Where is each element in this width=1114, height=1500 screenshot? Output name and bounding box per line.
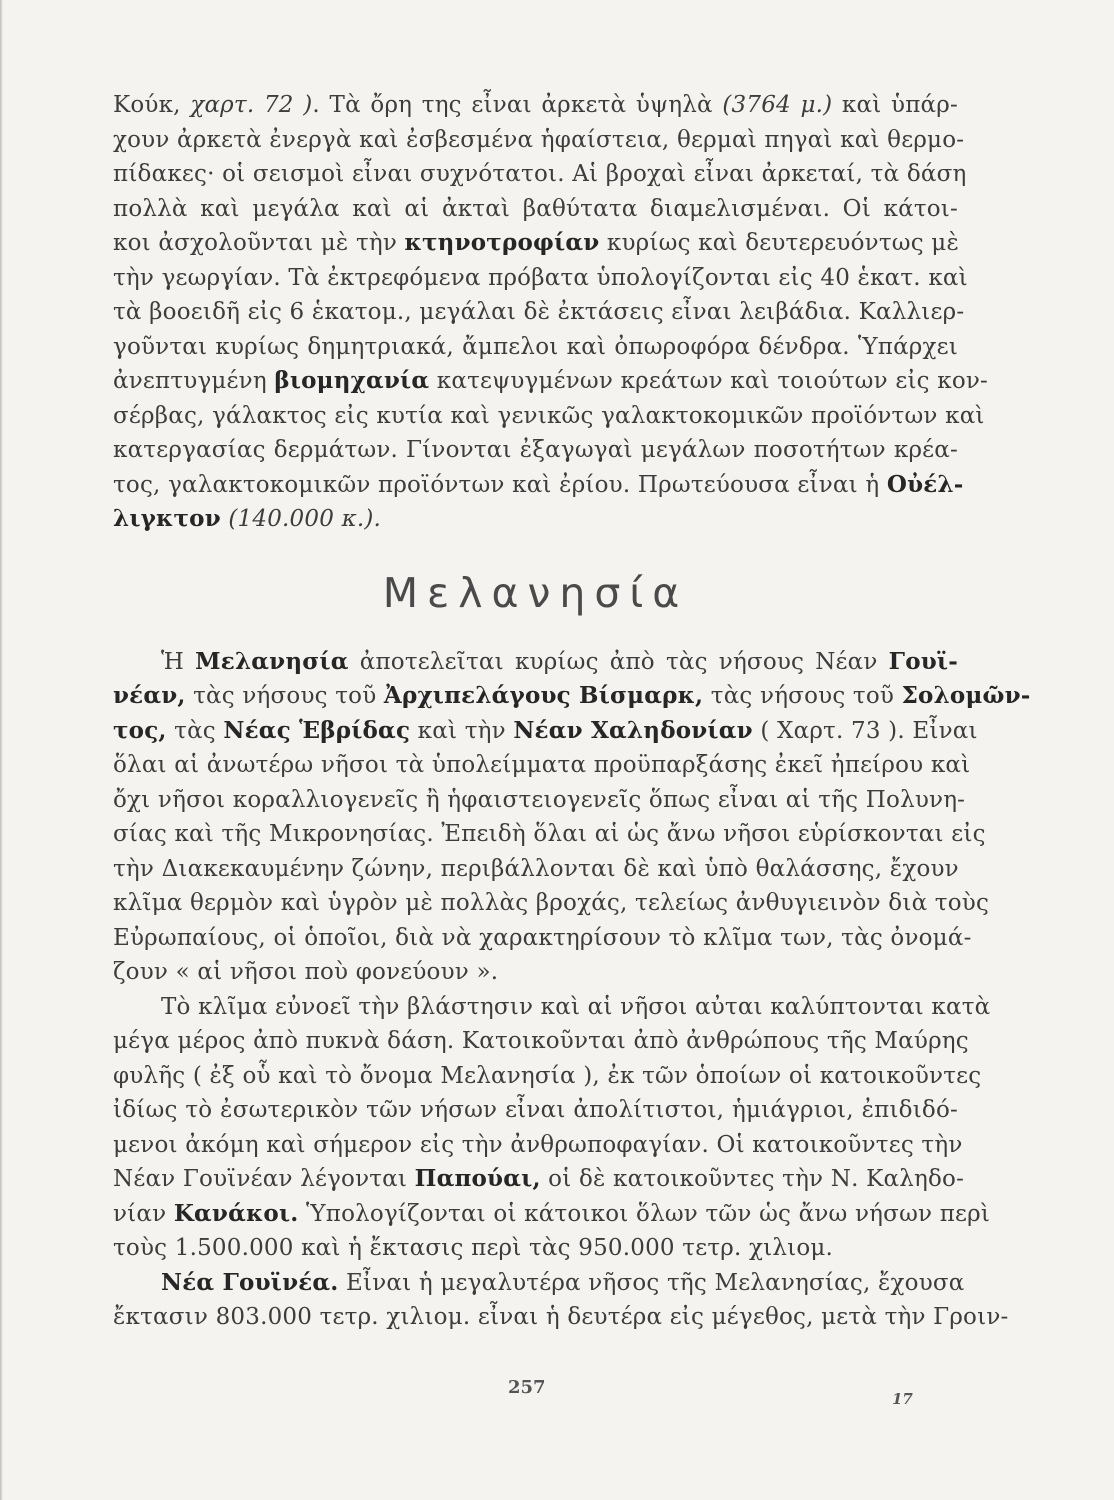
text-line: Νέαν Γουϊνέαν λέγονται Παπούαι, οἱ δὲ κατοικοῦντες τὴν Ν. Καληδο- <box>113 1165 965 1192</box>
text-line: τος, γαλακτοκομικῶν προϊόντων καὶ ἐρίου. Πρωτεύουσα εἶναι ἡ Οὐέλ- <box>113 470 964 498</box>
book-page <box>113 88 1031 1335</box>
paragraph-continuation <box>113 88 989 537</box>
text-line: νίαν Κανάκοι. Ὑπολογίζονται οἱ κάτοικοι ὅλων τῶν ὡς ἄνω νήσων περὶ <box>113 1199 991 1227</box>
section-heading: Μελανησία <box>382 568 689 617</box>
text-line: κατεργασίας δερμάτων. Γίνονται ἐξαγωγαὶ μεγάλων ποσοτήτων κρέα- <box>113 437 958 463</box>
text-line: γοῦνται κυρίως δημητριακά, ἄμπελοι καὶ ὀπωροφόρα δένδρα. Ὑπάρχει <box>113 333 958 360</box>
paragraph-climate-population <box>113 990 991 1266</box>
text-line: κοι ἀσχολοῦνται μὲ τὴν κτηνοτροφίαν κυρίως καὶ δευτερευόντως μὲ <box>113 229 959 256</box>
text-line: κλῖμα θερμὸν καὶ ὑγρὸν μὲ πολλὰς βροχάς, τελείως ἀνθυγιεινὸν διὰ τοὺς <box>113 890 990 916</box>
text-line: πίδακες· οἱ σεισμοὶ εἶναι συχνότατοι. Αἱ βροχαὶ εἶναι ἀρκεταί, τὰ δάση <box>113 161 967 187</box>
text-line: Ἡ Μελανησία ἀποτελεῖται κυρίως ἀπὸ τὰς νήσους Νέαν Γουϊ- <box>161 647 958 675</box>
scan-edge <box>0 0 3 1500</box>
text-line: νέαν, τὰς νήσους τοῦ Ἀρχιπελάγους Βίσμαρκ, τὰς νήσους τοῦ Σολομῶν- <box>113 682 1031 709</box>
paragraph-melanesia-intro <box>113 645 1031 990</box>
text-line: Κούκ, χαρτ. 72 ). Τὰ ὄρη της εἶναι ἀρκετὰ ὑψηλὰ (3764 μ.) καὶ ὑπάρ- <box>113 92 958 118</box>
text-line: σέρβας, γάλακτος εἰς κυτία καὶ γενικῶς γαλακτοκομικῶν προϊόντων καὶ <box>113 402 985 429</box>
text-line: ὄχι νῆσοι κοραλλιογενεῖς ἢ ἡφαιστειογενεῖς ὅπως εἶναι αἱ τῆς Πολυνη- <box>113 786 966 813</box>
text-line: μέγα μέρος ἀπὸ πυκνὰ δάση. Κατοικοῦνται ἀπὸ ἀνθρώπους τῆς Μαύρης <box>113 1028 969 1054</box>
text-line: χουν ἀρκετὰ ἐνεργὰ καὶ ἐσβεσμένα ἡφαίστεια, θερμαὶ πηγαὶ καὶ θερμο- <box>113 126 965 153</box>
text-line: μενοι ἀκόμη καὶ σήμερον εἰς τὴν ἀνθρωποφαγίαν. Οἱ κατοικοῦντες τὴν <box>113 1131 963 1158</box>
text-line: ἔκτασιν 803.000 τετρ. χιλιομ. εἶναι ἡ δευτέρα εἰς μέγεθος, μετὰ τὴν Γροιν- <box>113 1304 1009 1330</box>
text-line: λιγκτον (140.000 κ.). <box>113 505 382 532</box>
text-line: σίας καὶ τῆς Μικρονησίας. Ἐπειδὴ ὅλαι αἱ ὡς ἄνω νῆσοι εὑρίσκονται εἰς <box>113 821 986 847</box>
text-line: ὅλαι αἱ ἀνωτέρω νῆσοι τὰ ὑπολείμματα προϋπαρξάσης ἐκεῖ ἠπείρου καὶ <box>113 752 971 778</box>
signature-mark: 17 <box>892 1390 913 1408</box>
text-line: τὰ βοοειδῆ εἰς 6 ἑκατομ., μεγάλαι δὲ ἐκτάσεις εἶναι λειβάδια. Καλλιερ- <box>113 299 965 325</box>
text-line: τὴν Διακεκαυμένην ζώνην, περιβάλλονται δὲ καὶ ὑπὸ θαλάσσης, ἔχουν <box>113 855 959 882</box>
text-line: ἀνεπτυγμένη βιομηχανία κατεψυγμένων κρεάτων καὶ τοιούτων εἰς κον- <box>113 367 989 394</box>
text-line: τὴν γεωργίαν. Τὰ ἐκτρεφόμενα πρόβατα ὑπολογίζονται εἰς 40 ἑκατ. καὶ <box>113 264 968 291</box>
text-line: πολλὰ καὶ μεγάλα καὶ αἱ ἀκταὶ βαθύτατα διαμελισμέναι. Οἱ κάτοι- <box>113 195 958 222</box>
text-line: Εὐρωπαίους, οἱ ὁποῖοι, διὰ νὰ χαρακτηρίσουν τὸ κλῖμα των, τὰς ὀνομά- <box>113 924 972 951</box>
text-line: φυλῆς ( ἐξ οὗ καὶ τὸ ὄνομα Μελανησία ), ἐκ τῶν ὁποίων οἱ κατοικοῦντες <box>113 1062 982 1089</box>
text-line: ζουν « αἱ νῆσοι ποὺ φονεύουν ». <box>113 959 499 985</box>
text-line: Νέα Γουϊνέα. Εἶναι ἡ μεγαλυτέρα νῆσος τῆς Μελανησίας, ἔχουσα <box>161 1268 965 1296</box>
paragraph-new-guinea <box>113 1266 1009 1335</box>
text-line: ἰδίως τὸ ἐσωτερικὸν τῶν νήσων εἶναι ἀπολίτιστοι, ἡμιάγριοι, ἐπιδιδό- <box>113 1097 958 1123</box>
text-line: τος, τὰς Νέας Ἑβρίδας καὶ τὴν Νέαν Χαληδονίαν ( Χαρτ. 73 ). Εἶναι <box>113 716 978 744</box>
text-line: Τὸ κλῖμα εὐνοεῖ τὴν βλάστησιν καὶ αἱ νῆσοι αὐται καλύπτονται κατὰ <box>161 993 991 1020</box>
page-number: 257 <box>508 1377 546 1398</box>
text-line: τοὺς 1.500.000 καὶ ἡ ἔκτασις περὶ τὰς 950.000 τετρ. χιλιομ. <box>113 1235 834 1261</box>
